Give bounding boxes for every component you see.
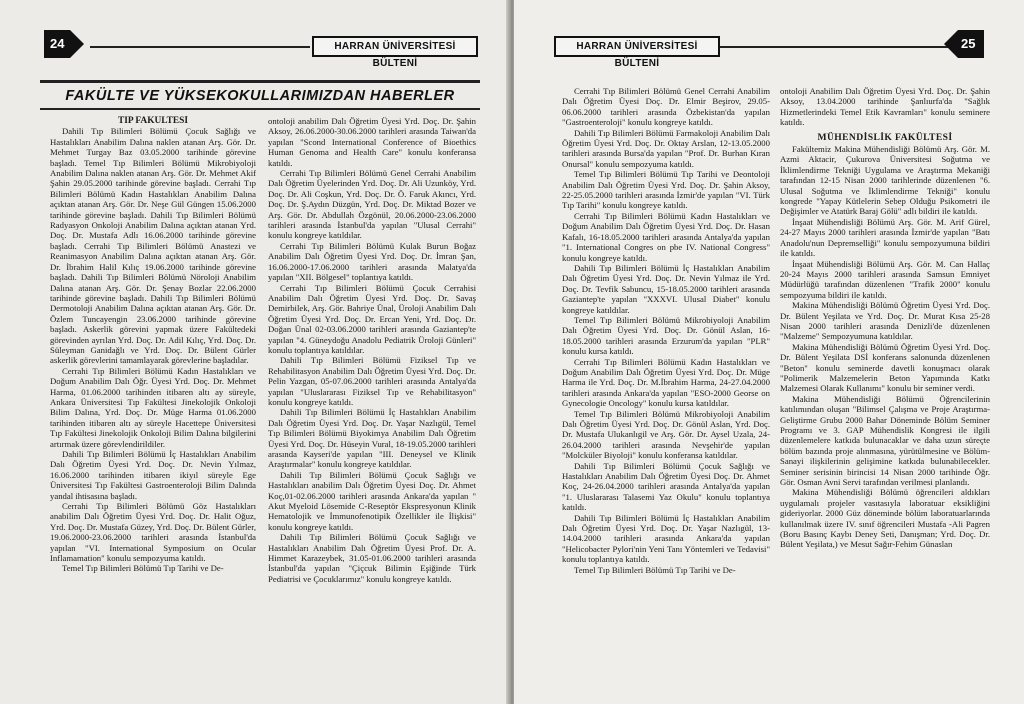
paragraph: Cerrahi Tıp Bilimleri Bölümü Kulak Burun Boğaz Anabilim Dalı Öğretim Üyesi Yrd. Doç. Dr. İmran Şan, 16.06.2000-17.06.2000 tarihleri arasında Malatya'da yapılan "XII. Bölgesel" toplantıya katıldı. [268,240,476,283]
muhendislik-fakultesi-heading: MÜHENDİSLİK FAKÜLTESİ [817,131,953,143]
paragraph: Cerrahi Tıp Bilimleri Bölümü Kadın Hastalıkları ve Doğum Anabilim Dalı Öğr. Üyesi Yrd. Doç. Dr. Mehmet Harma, 01.06.2000 tarihinden itibaren altı ay süreyle, Ankara Üniversitesi Tıp Fakültesi Jinekolojik Onkoloji Bilim Dalına, Yrd. Doç. Dr. Müge Harma 01.06.2000 tarihinden itibaren altı ay süreyle Hacettepe Üniversitesi Tıp Fakültesi Jinekolojik Onkoloji Bilim Dalına bilgilerini artırmak üzere görevlendirildiler. [50,365,256,449]
running-header-right: HARRAN ÜNİVERSİTESİ BÜLTENİ [554,36,720,57]
section-rule-top [40,80,480,83]
paragraph: Makina Mühendisliği Bölümü Öğretim Üyesi Yrd. Doç. Dr. Bülent Yeşilata ve Yrd. Doç. Dr. Murat Kısa 25-28 Nisan 2000 tarihleri arasında Denizli'de düzenlenen "Malzeme" Sempozyumuna katıldılar. [780,300,990,342]
paragraph: Temel Tıp Bilimleri Bölümü Tıp Tarihi ve Deontoloji Anabilim Dalı Öğretim Üyesi Yrd. Doç. Dr. Şahin Aksoy, 22-25.05.2000 tarihleri arasında İzmir'de yapılan "VI. Türk Tıp Tarihi" konulu kongreye katıldı. [562,169,770,211]
paragraph: Dahili Tıp Bilimleri Bölümü İç Hastalıkları Anabilim Dalı Öğretim Üyesi Yrd. Doç. Dr. Yaşar Nazlıgül, Temel Tıp Bilimleri Bölümü Biyokimya Anabilim Dalı Öğretim Üyesi Yrd. Doç. Dr. Hüseyin Vural, 18-19.05.2000 tarihleri arasında Kayseri'de yapılan "III. Deneysel ve Klinik Araştırmalar" konulu kongreye katıldılar. [268,407,476,470]
paragraph: Dahili Tıp Bilimleri Bölümü İç Hastalıkları Anabilim Dalı Öğretim Üyesi Yrd. Doç. Dr. Nevin Yılmaz ile Yrd. Doç. Dr. Tevfik Sabuncu, 15-18.05.2000 tarihleri arasında Gaziantep'te yapılan "XXXVI. Ulusal Diabet" konulu kongreye katıldılar. [562,262,770,315]
paragraph: Cerrahi Tıp Bilimleri Bölümü Genel Cerrahi Anabilim Dalı Öğretim Üyelerinden Yrd. Doç. Dr. Ali Uzunköy, Yrd. Doç. Dr. Ali Coşkun, Yrd. Doç. Dr. Ö. Faruk Akıncı, Yrd. Doç. Dr. Ş.Aydın Düzgün, Yrd. Doç. Dr. Miktad Bozer ve Arş. Gör. Dr. Abdullah Özgönül, 20.06.2000-23.06.2000 tarihleri arasında İstanbul'da yapılan "Ulusal Cerrahi" konulu kongreye katıldılar. [268,168,476,241]
paragraph: Makina Mühendisliği Bölümü öğrencileri aldıkları uygulamalı projeler vasıtasıyla laboratuar eksikliğini gideriyorlar. 2000 Güz döneminde bölüm laboratuarlarında kullanılmak üzere IV. sınıf öğrencileri Mustafa -Ali Pagren (Boru Basınç Kaybı Deney Seti, Danışman; Yrd. Doç. Dr. Bülent Yeşilata,) ve Mesut Sağır-Fehim Günaslan [780,487,990,550]
paragraph: İnşaat Mühendisliği Bölümü Arş. Gör. M. Arif Gürel, 24-27 Mayıs 2000 tarihleri arasında İzmir'de yapılan "Batı Anadolu'nun Depremselliği" konulu sempozyumuna bildiri ile katıldı. [780,216,990,259]
left-page [0,0,510,704]
paragraph: Dahili Tıp Bilimleri Bölümü Çocuk Sağlığı ve Hastalıkları Anabilim Dalına naklen atanan Arş. Gör. Dr. Mehmet Turgay Baz 03.05.2000 tarihinde görevine başladı. Temel Tıp Bilimleri Bölümü Mikrobiyoloji Anabilim Dalına naklen atanan Arş. Gör. Dr. Mehmet Akif Şahin 29.05.2000 tarihinde görevine başladı. Cerrahi Tıp Bilimleri Bölümü Kadın Hastalıkları Anabilim Dalına açıktan atanan Arş. Gör. Dr. Neşe Gül Güngen 15.06.2000 tarihinde görevine başladı. Dahili Tıp Bilimleri Bölümü Radyasyon Onkoloji Anabilim Dalına açıktan atanan Yrd. Doç. Dr. Mustafa Adlı 16.06.2000 tarihinde görevine başladı. Cerrahi Tıp Bilimleri Bölümü Anastezi ve Reanimasyon Anabilim Dalına açıktan atanan Arş. Gör. Dr. İbrahim Halil Kılıç 19.06.2000 tarihinde görevine başladı. Dahili Tıp Bilimleri Bölümü Nöroloji Anabilim Dalına atanan Arş. Gör. Dr. Şenay Bozlar 22.06.2000 tarihinde görevine başladı. Dahili Tıp Bilimleri Bölümü Dermotoloji Anabilim Dalına açıktan atanan Arş. Gör. Dr. Özlem Tuncayengin 23.06.2000 tarihinde görevine başladı. Askerlik görevini yapmak üzere Fakültedeki görevinden ayrılan Yrd. Doç. Dr. Adil Kılıç, Yrd. Doç. Dr. Süleyman Ganidağlı ve Yrd. Doç. Dr. Bülent Gürler askerlik görevlerini tamamlayarak görevlerine başladılar. [50,126,256,366]
paragraph: Dahili Tıp Bilimleri Bölümü Çocuk Sağlığı ve Hastalıkları Anabilim Dalı Öğretim Üyesi Doç. Dr. Ahmet Koç, 24-26.04.2000 tarihleri arasında Antalya'da yapılan "1. Uluslararası Talasemi Yaz Okulu" konulu toplantıya katıldı. [562,460,770,513]
page-number-right: 25 [961,36,976,51]
paragraph: Dahili Tıp Bilimleri Bölümü Çocuk Sağlığı ve Hastalıkları Anabilim Dalı Öğretim Üyesi Prof. Dr. A. Himmet Karazeybek, 31.05-01.06.2000 tarihleri arasında İstanbul'da yapılan "Çiçcuk Bilimin Eşiğinde Türk Pediatrisi ve Çocuklarımız" konulu kongreye katıldı. [268,532,476,584]
header-rule-left [90,46,310,48]
paragraph: Cerrahi Tıp Bilimleri Bölümü Genel Cerrahi Anabilim Dalı Öğretim Üyesi Doç. Dr. Elmir Beşirov, 29.05-06.06.2000 tarihleri arasında Özbekistan'da yapılan "Gastroenteroloji" konulu kongreye katıldı. [562,86,770,128]
right-page-column-2 [780,86,990,698]
paragraph: Cerrahi Tıp Bilimleri Bölümü Kadın Hastalıkları ve Doğum Anabilim Dalı Öğretim Üyesi Yrd. Doç. Dr. Müge Harma ile Yrd. Doç. Dr. M.İbrahim Harma, 24-27.04.2000 tarihleri arasında Ankara'da yapılan "ESO-2000 Georse on Gynecologie Oncology" konulu kursa katıldılar. [562,356,770,409]
page-number-badge-right [944,30,984,58]
paragraph: Dahili Tıp Bilimleri Bölümü Farmakoloji Anabilim Dalı Öğretim Üyesi Yrd. Doç. Dr. Oktay Arslan, 12-13.05.2000 tarihleri arasında Bursa'da yapılan "Prof. Dr. Burhan Kıran Onursal" konulu sempozyuma katıldı. [562,127,770,169]
paragraph: Makina Mühendisliği Bölümü Öğrencilerinin katılımından oluşan "Bilimsel Çalışma ve Proje Araştırma-Geliştirme Grubu 2000 Bahar Döneminde Bölüm Seminer Programı ve 3. GAP Mühendislik Kongresi ile ilgili düzenlemelere katkıda bulunacaklar ve daha uzun süreçte bölüm bazında proje alınmasına, yürütülmesine ve Bölüm-Sanayi ilişkilerinin gelişimine katkıda bulunabilecekler. Seminer serisinin birincisi 14 Nisan 2000 tarihinde Öğr. Gör. Osman Avni Servi tarafından verilmesi planlandı. [780,393,990,488]
paragraph: Makina Mühendisliği Bölümü Öğretim Üyesi Yrd. Doç. Dr. Bülent Yeşilata DSİ konferans salonunda düzenlenen "Beton" konulu seminerde davetli konuşmacı olarak "Polimerik Malzemelerin Beton Yapımında Katkı Malzemesi Olarak Kullanımı" konulu bir seminer verdi. [780,341,990,394]
paragraph: Temel Tıp Bilimleri Bölümü Tıp Tarihi ve De- [62,563,224,574]
paragraph: Temel Tıp Bilimleri Bölümü Mikrobiyoloji Anabilim Dalı Öğretim Üyesi Yrd. Doç. Dr. Gönül Aslan, Yrd. Doç. Dr. Mustafa Ulukanlıgil ve Arş. Gör. Dr. Aysel Uzala, 24-26.04.2000 tarihleri arasında Nevşehir'de yapılan "Molcküler Biyoloji" konulu konferansa katıldılar. [562,408,770,461]
paragraph: Temel Tıp Bilimleri Bölümü Mikrobiyoloji Anabilim Dalı Öğretim Üyesi Yrd. Doç. Dr. Gönül Aslan, 16-18.05.2000 tarihleri arasında Erzurum'da yapılan "PLR" konulu kursa katıldı. [562,314,770,357]
paragraph: Dahili Tıp Bilimleri Bölümü Çocuk Sağlığı ve Hastalıkları anabilim Dalı Öğretim Üyesi Doç. Dr. Ahmet Koç,01-02.06.2000 tarihleri arasında Ankara'da yapılan " Akut Myeloid Lösemide C-Reseptör Ekspresyonun Klinik Hematolojik ve İmmunofenotipik Özellikler ile İlişkisi" konulu kongreye katıldı. [268,469,476,532]
paragraph: Cerrahi Tıp Bilimleri Bölümü Çocuk Cerrahisi Anabilim Dalı Öğretim Üyesi Yrd. Doç. Dr. Savaş Demirbilek, Arş. Gör. Bahriye Ünal, Üroloji Anabilim Dalı Öğretim Üyesi Yrd. Doç. Dr. Ercan Yeni, Yrd. Doç. Dr. Doğan Ünal 02-03.06.2000 tarihleri arasında Gaziantep'te yapılan "4. Güneydoğu Anadolu Pediatrik Üroloji Günleri" konulu toplantıya katıldılar. [268,282,476,355]
section-title: FAKÜLTE VE YÜKSEKOKULLARIMIZDAN HABERLER [65,88,455,104]
header-rule-right [720,46,960,48]
left-page-column-1 [50,116,256,696]
paragraph: Dahili Tıp Bilimleri Bölümü İç Hastalıkları Anabilim Dalı Öğretim Üyesi Yrd. Doç. Dr. Yaşar Nazlıgül, 13-14.04.2000 tarihleri arasında Ankara'da yapılan "Helicobacter Pylori'nin Yeni Tanı Yöntemleri ve Tedavisi" konulu toplantıya katıldı. [562,512,770,565]
paragraph: ontoloji anabilim Dalı Öğretim Üyesi Yrd. Doç. Dr. Şahin Aksoy, 26.06.2000-30.06.2000 tarihleri arasında Taiwan'da yapılan "Scond International Conference of Bioethics Human Genoma and Health Care" konulu konferansa katıldı. [268,116,476,168]
running-header-left: HARRAN ÜNİVERSİTESİ BÜLTENİ [312,36,478,57]
left-page-column-2 [268,116,476,696]
paragraph: ontoloji Anabilim Dalı Öğretim Üyesi Yrd. Doç. Dr. Şahin Aksoy, 13.04.2000 tarihinde Şanlıurfa'da "Sağlık Hizmetlerindeki Temel Etik Kavramları" konulu seminere katıldı. [780,86,990,128]
section-rule-bottom [40,108,480,110]
page-number-left: 24 [50,36,65,51]
paragraph: Dahili Tıp Bilimleri Bölümü Fiziksel Tıp ve Rehabilitasyon Anabilim Dalı Öğretim Üyesi Yrd. Doç. Dr. Pelin Yazgan, 05-07.06.2000 tarihleri arasında Antalya'da yapılan "Uluslararası Fiziksel Tıp ve Rehabilitasyon" konulu kongreye katıldı. [268,355,476,407]
paragraph: Fakültemiz Makina Mühendisliği Bölümü Arş. Gör. M. Azmi Aktacir, Çukurova Üniversitesi Soğutma ve İklimlendirme Tekniği Uygulama ve Araştırma Mekaniği tarafından 12-15 Nisan 2000 tarihlerinde düzenlenen "6. Ulusal Soğutma ve İklimlendirme Tekniği" konulu kongrede "Yapay Kütlelerin Sebep Olduğu Psikometri ile Değişimler ve Atatürk Baraj Gölü" adlı bildiri ile katıldı. [780,144,990,217]
right-page-column-1 [562,86,770,698]
right-page [514,0,1024,704]
paragraph: Cerrahi Tıp Bilimleri Bölümü Kadın Hastalıkları ve Doğum Anabilim Dalı Öğretim Üyesi Yrd. Doç. Dr. Hasan Kafalı, 16-18.05.2000 tarihleri arasında Antalya'da yapılan "1. International Congres on pbe IV. National Congress" konulu kongreye katıldı. [562,210,770,263]
paragraph: İnşaat Mühendisliği Bölümü Arş. Gör. M. Can Hallaç 20-24 Mayıs 2000 tarihleri arasında Samsun Emniyet Müdürlüğü tarafından düzenlenen "Trafik 2000" konulu sempozyuma bildiri ile katıldı. [780,258,990,300]
paragraph: Cerrahi Tıp Bilimleri Bölümü Göz Hastalıkları anabilim Dalı Öğretim Üyesi Yrd. Doç. Dr. Halit Oğuz, Yrd. Doç. Dr. Mustafa Güzey, Yrd. Doç. Dr. Bülent Gürler, 19.06.2000-23.06.2000 tarihleri arasında İstanbul'da yapılan "VI. International Symposium on Ocular Inflamamation" konulu sempozyuma katıldı. [50,501,256,564]
paragraph: Dahili Tıp Bilimleri Bölümü İç Hastalıkları Anabilim Dalı Öğretim Üyesi Yrd. Doç. Dr. Nevin Yılmaz, 16.06.2000 tarihinden itibaren ikiyıl süreyle Ege Üniversitesi Tıp Fakültesi Gastroenteroloji Bilim Dalında yandal ihtisasına başladı. [50,449,256,501]
paragraph: Temel Tıp Bilimleri Bölümü Tıp Tarihi ve De- [574,564,736,575]
page-number-badge-left [44,30,84,58]
tip-fakultesi-heading: TIP FAKÜLTESİ [117,116,189,126]
